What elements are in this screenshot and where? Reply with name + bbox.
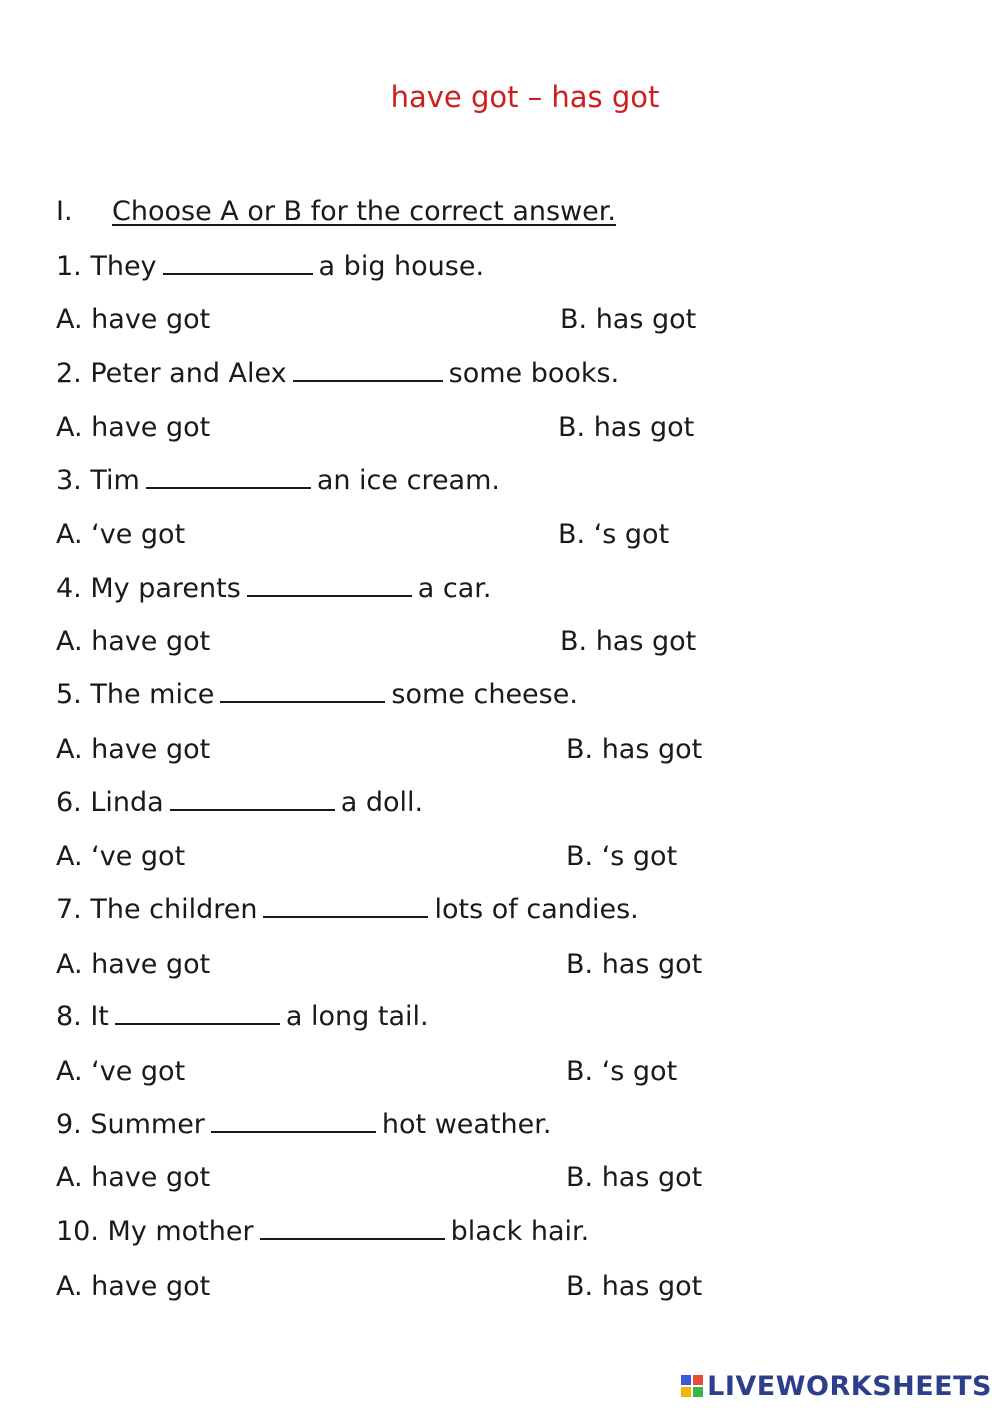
question-text: a long tail.: [285, 1001, 429, 1032]
question-10: [56, 1215, 589, 1249]
logo-square: [681, 1375, 691, 1385]
option-b[interactable]: B. has got: [566, 1271, 703, 1302]
brand-name: LIVEWORKSHEETS: [707, 1370, 992, 1402]
question-text: black hair.: [450, 1216, 590, 1247]
worksheet-title: have got – has got: [390, 80, 660, 114]
answer-blank[interactable]: [260, 1216, 445, 1240]
question-4: [56, 572, 492, 606]
question-1: [56, 250, 484, 284]
question-text: a car.: [417, 573, 492, 604]
section-instruction: Choose A or B for the correct answer.: [112, 196, 616, 227]
option-a[interactable]: A. have got: [56, 1271, 211, 1302]
answer-blank[interactable]: [211, 1109, 376, 1133]
option-a[interactable]: A. have got: [56, 1162, 211, 1193]
option-b[interactable]: B. has got: [566, 949, 703, 980]
question-text: 8. It: [56, 1001, 109, 1032]
question-text: 5. The mice: [56, 679, 215, 710]
question-text: an ice cream.: [316, 465, 500, 496]
logo-square: [681, 1387, 691, 1397]
section-heading: [56, 196, 616, 227]
question-2: [56, 357, 619, 391]
question-text: lots of candies.: [434, 894, 639, 925]
question-text: a big house.: [318, 251, 485, 282]
question-text: some cheese.: [391, 679, 578, 710]
option-a[interactable]: A. have got: [56, 626, 211, 657]
option-b[interactable]: B. has got: [558, 412, 695, 443]
option-a[interactable]: A. have got: [56, 304, 211, 335]
question-5: [56, 678, 578, 712]
section-number: I.: [56, 196, 73, 227]
option-a[interactable]: A. have got: [56, 412, 211, 443]
question-text: 7. The children: [56, 894, 258, 925]
option-a[interactable]: A. ‘ve got: [56, 519, 186, 550]
logo-square: [693, 1375, 703, 1385]
question-text: hot weather.: [381, 1109, 552, 1140]
option-a[interactable]: A. ‘ve got: [56, 841, 186, 872]
answer-blank[interactable]: [293, 358, 443, 382]
question-6: [56, 786, 423, 820]
answer-blank[interactable]: [247, 573, 412, 597]
question-text: 4. My parents: [56, 573, 241, 604]
option-b[interactable]: B. has got: [566, 1162, 703, 1193]
question-text: 9. Summer: [56, 1109, 205, 1140]
logo-square: [693, 1387, 703, 1397]
question-3: [56, 464, 500, 498]
answer-blank[interactable]: [170, 787, 335, 811]
liveworksheets-footer[interactable]: [681, 1369, 992, 1403]
liveworksheets-logo-icon: [681, 1375, 703, 1397]
option-b[interactable]: B. ‘s got: [566, 841, 678, 872]
answer-blank[interactable]: [163, 251, 313, 275]
option-a[interactable]: A. have got: [56, 734, 211, 765]
answer-blank[interactable]: [220, 679, 385, 703]
question-8: [56, 1000, 429, 1034]
answer-blank[interactable]: [263, 894, 428, 918]
question-7: [56, 893, 639, 927]
option-b[interactable]: B. ‘s got: [558, 519, 670, 550]
question-text: 6. Linda: [56, 787, 164, 818]
option-b[interactable]: B. has got: [560, 626, 697, 657]
option-b[interactable]: B. has got: [560, 304, 697, 335]
question-text: 2. Peter and Alex: [56, 358, 287, 389]
question-text: 3. Tim: [56, 465, 140, 496]
question-9: [56, 1108, 551, 1142]
option-a[interactable]: A. have got: [56, 949, 211, 980]
answer-blank[interactable]: [115, 1001, 280, 1025]
option-b[interactable]: B. has got: [566, 734, 703, 765]
question-text: a doll.: [340, 787, 424, 818]
option-b[interactable]: B. ‘s got: [566, 1056, 678, 1087]
question-text: 1. They: [56, 251, 157, 282]
answer-blank[interactable]: [146, 465, 311, 489]
question-text: some books.: [448, 358, 620, 389]
question-text: 10. My mother: [56, 1216, 254, 1247]
option-a[interactable]: A. ‘ve got: [56, 1056, 186, 1087]
